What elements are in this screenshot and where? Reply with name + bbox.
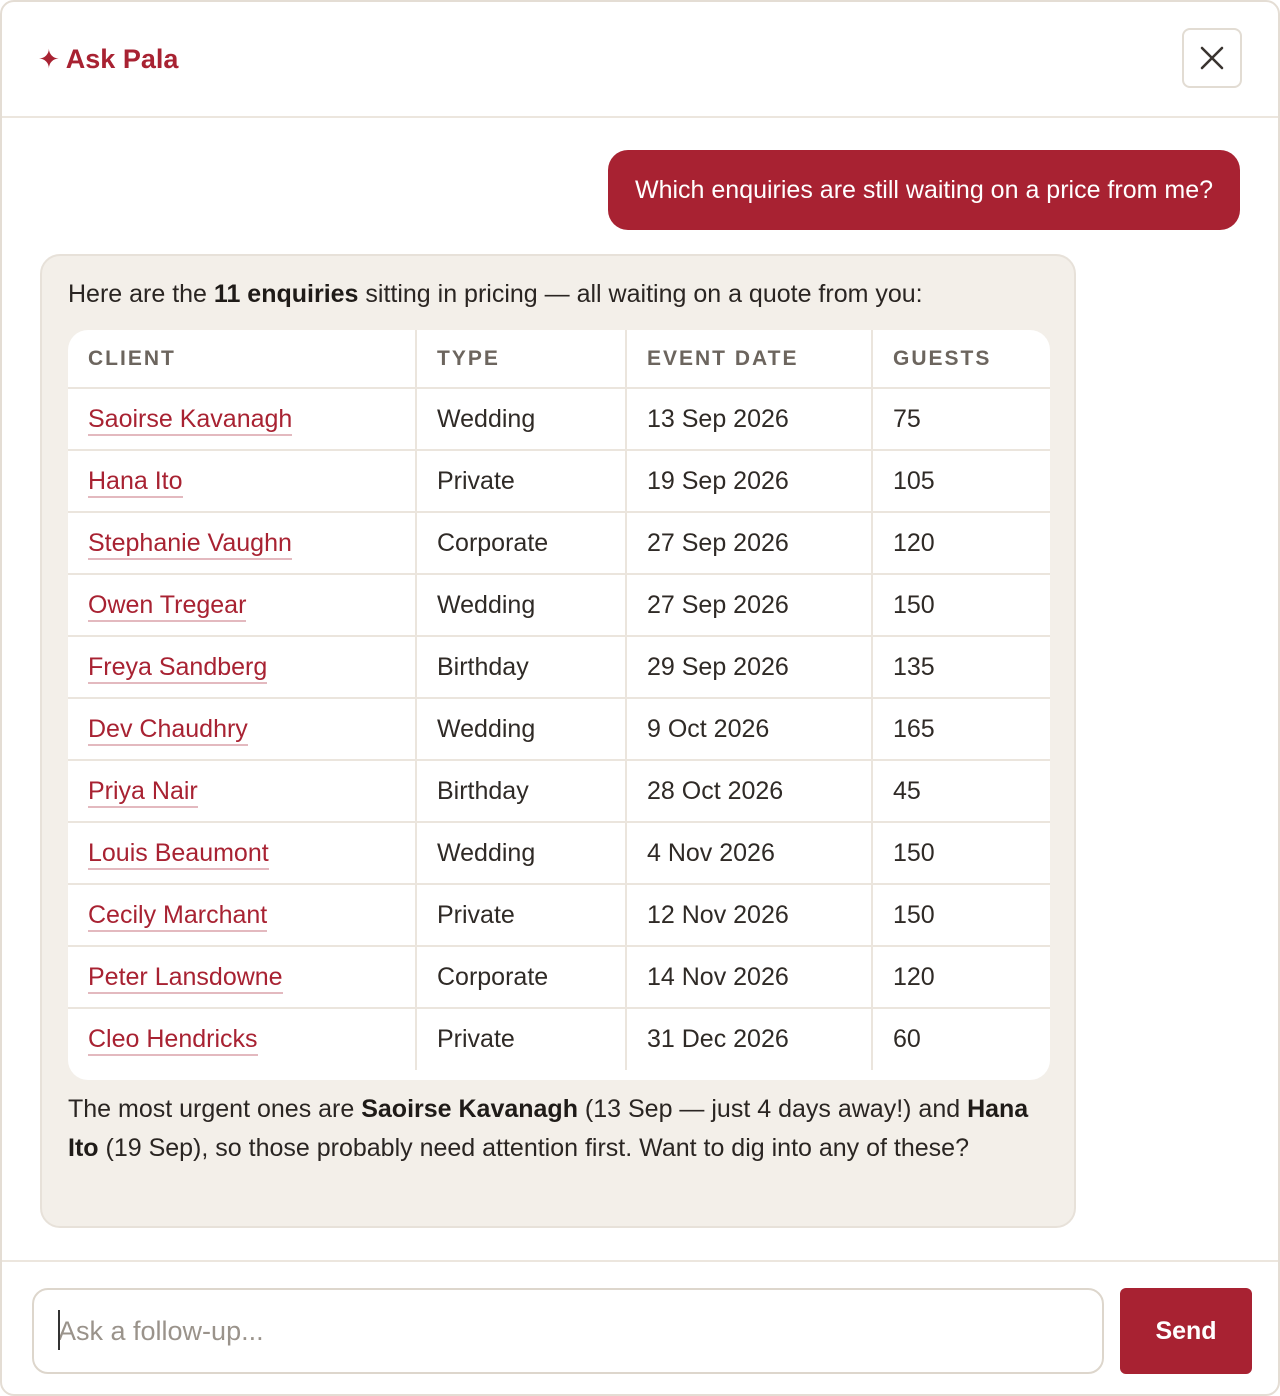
cell-guests: 120 <box>872 946 1050 1008</box>
client-link[interactable]: Louis Beaumont <box>88 839 269 870</box>
follow-up-input[interactable] <box>32 1288 1104 1374</box>
table-row <box>68 884 1050 946</box>
summary-text: (13 Sep — just 4 days away!) and <box>577 1095 968 1123</box>
text-caret <box>58 1310 60 1350</box>
cell-client <box>68 760 416 822</box>
assistant-summary <box>68 1090 1048 1168</box>
intro-text-end: sitting in pricing — all waiting on a quote from you: <box>358 280 923 308</box>
summary-text: (19 Sep), so those probably need attention first. Want to dig into any of these? <box>98 1134 969 1162</box>
cell-type: Wedding <box>416 574 626 636</box>
cell-guests: 105 <box>872 450 1050 512</box>
cell-guests: 150 <box>872 884 1050 946</box>
cell-type: Private <box>416 884 626 946</box>
cell-event-date: 9 Oct 2026 <box>626 698 872 760</box>
send-button[interactable]: Send <box>1120 1288 1252 1374</box>
cell-client <box>68 822 416 884</box>
table-row <box>68 636 1050 698</box>
cell-client <box>68 636 416 698</box>
cell-client <box>68 388 416 450</box>
table-row <box>68 388 1050 450</box>
cell-guests: 120 <box>872 512 1050 574</box>
table-row <box>68 1008 1050 1070</box>
cell-type: Wedding <box>416 698 626 760</box>
brand <box>38 44 178 75</box>
cell-type: Corporate <box>416 946 626 1008</box>
cell-event-date: 19 Sep 2026 <box>626 450 872 512</box>
cell-client <box>68 884 416 946</box>
table-row <box>68 512 1050 574</box>
cell-client <box>68 574 416 636</box>
user-message-bubble: Which enquiries are still waiting on a price from me? <box>608 150 1240 230</box>
cell-type: Wedding <box>416 388 626 450</box>
cell-guests: 150 <box>872 574 1050 636</box>
cell-type: Private <box>416 450 626 512</box>
column-header-guests: GUESTS <box>872 330 1050 388</box>
sparkle-icon: ✦ <box>38 44 60 74</box>
table-header-row <box>68 330 1050 388</box>
table-row <box>68 760 1050 822</box>
cell-guests: 135 <box>872 636 1050 698</box>
client-link[interactable]: Priya Nair <box>88 777 198 808</box>
cell-event-date: 29 Sep 2026 <box>626 636 872 698</box>
cell-client <box>68 946 416 1008</box>
cell-client <box>68 698 416 760</box>
cell-event-date: 31 Dec 2026 <box>626 1008 872 1070</box>
cell-client <box>68 1008 416 1070</box>
enquiries-table <box>68 330 1050 1070</box>
close-icon <box>1199 45 1225 71</box>
table-row <box>68 450 1050 512</box>
cell-event-date: 27 Sep 2026 <box>626 512 872 574</box>
client-link[interactable]: Saoirse Kavanagh <box>88 405 292 436</box>
client-link[interactable]: Cleo Hendricks <box>88 1025 258 1056</box>
client-link[interactable]: Peter Lansdowne <box>88 963 283 994</box>
cell-guests: 45 <box>872 760 1050 822</box>
assistant-message-bubble <box>40 254 1076 1228</box>
cell-event-date: 27 Sep 2026 <box>626 574 872 636</box>
table-row <box>68 822 1050 884</box>
cell-guests: 75 <box>872 388 1050 450</box>
summary-client-1: Saoirse Kavanagh <box>361 1095 578 1123</box>
cell-event-date: 14 Nov 2026 <box>626 946 872 1008</box>
column-header-client: CLIENT <box>68 330 416 388</box>
composer <box>2 1260 1278 1396</box>
cell-event-date: 28 Oct 2026 <box>626 760 872 822</box>
close-button[interactable] <box>1182 28 1242 88</box>
cell-guests: 165 <box>872 698 1050 760</box>
client-link[interactable]: Hana Ito <box>88 467 183 498</box>
cell-event-date: 13 Sep 2026 <box>626 388 872 450</box>
cell-type: Wedding <box>416 822 626 884</box>
client-link[interactable]: Freya Sandberg <box>88 653 267 684</box>
assistant-intro <box>68 280 923 309</box>
cell-event-date: 4 Nov 2026 <box>626 822 872 884</box>
summary-text: The most urgent ones are <box>68 1095 362 1123</box>
cell-client <box>68 512 416 574</box>
column-header-event-date: EVENT DATE <box>626 330 872 388</box>
cell-type: Private <box>416 1008 626 1070</box>
panel-header <box>2 2 1278 118</box>
client-link[interactable]: Cecily Marchant <box>88 901 267 932</box>
table-row <box>68 574 1050 636</box>
client-link[interactable]: Dev Chaudhry <box>88 715 248 746</box>
cell-guests: 150 <box>872 822 1050 884</box>
enquiries-table-container <box>68 330 1050 1080</box>
cell-guests: 60 <box>872 1008 1050 1070</box>
cell-client <box>68 450 416 512</box>
cell-type: Corporate <box>416 512 626 574</box>
cell-event-date: 12 Nov 2026 <box>626 884 872 946</box>
client-link[interactable]: Stephanie Vaughn <box>88 529 292 560</box>
cell-type: Birthday <box>416 760 626 822</box>
intro-text: Here are the <box>68 280 214 308</box>
summary-client-2: Hana Ito <box>68 1095 1029 1162</box>
cell-type: Birthday <box>416 636 626 698</box>
column-header-type: TYPE <box>416 330 626 388</box>
table-row <box>68 946 1050 1008</box>
client-link[interactable]: Owen Tregear <box>88 591 246 622</box>
brand-title: Ask Pala <box>65 43 179 74</box>
table-row <box>68 698 1050 760</box>
intro-count: 11 enquiries <box>213 280 359 308</box>
